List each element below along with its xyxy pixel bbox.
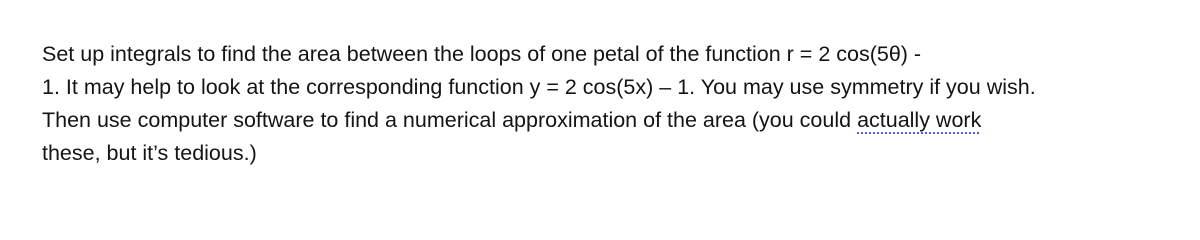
problem-line-3-text: Then use computer software to find a numerical approximation of the area (you could bbox=[42, 108, 858, 132]
flagged-phrase[interactable]: actually work bbox=[857, 108, 982, 132]
problem-line-1: Set up integrals to find the area between the loops of one petal of the function r = 2 cos(5θ) - bbox=[42, 42, 922, 66]
problem-line-4: these, but it’s tedious.) bbox=[42, 141, 257, 165]
problem-line-3 bbox=[42, 104, 1182, 137]
problem-line-2: 1. It may help to look at the corresponding function y = 2 cos(5x) – 1. You may use symmetry if you wish. bbox=[42, 75, 1036, 99]
problem-text bbox=[42, 38, 1182, 170]
